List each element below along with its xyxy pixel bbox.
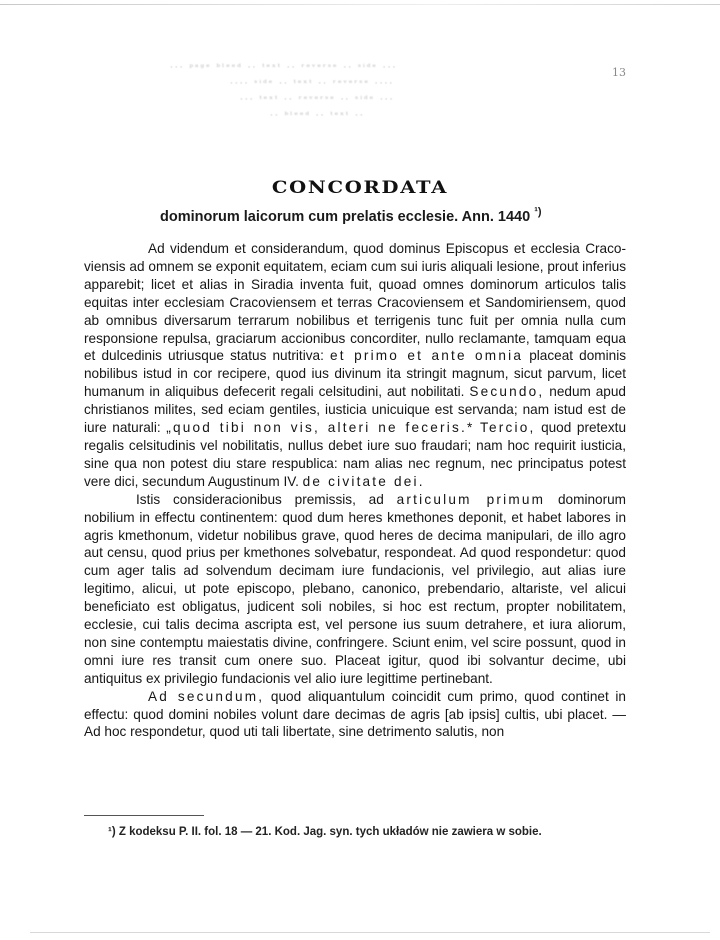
paragraph-text: quod aliquantulum coincidit cum primo, quod continet in effectu: quod domini nobiles volunt dare decimas de agris [ab ipsis] cultis, ubi placet. — Ad hoc respondetur, quod uti tali libertate, sine detrimento salutis, non [84,688,626,740]
document-title: CONCORDATA [271,178,449,198]
paragraph-text: Istis consideracionibus premissis, ad [136,491,384,507]
footnote-divider [84,815,204,816]
spaced-text: de civitate dei. [302,473,425,489]
spaced-text: articulum primum [396,491,546,507]
paragraph-text: Ad videndum et considerandum, quod dominus Episcopus et ecclesia Cracoviensis ad omnem se exponit equitatem, eciam cum sui iuris aliquali lesione, prout inferius apparebit; licet et alias in Siradia inventa fuit, quoad omnes dominorum articulos talis equitas inter ecclesiam Cracoviensem et terras Cracoviensem et Sandomiriensem, quod ab omnibus diversarum terrarum nobilibus et terrigenis tunc fuit per omnia nulla cum responsione repulsa, graciarum accionibus concorditer, nullo reclamante, tamquam equa et dulcedinis utriusque status nutritiva: [84,241,626,364]
spaced-text: Tercio, [480,420,536,436]
spaced-text: et primo et ante omnia [330,348,524,364]
bleed-line: ·· ᵇˡᵉᵉᵈ ·· ᵗᵉˣᵗ ·· [270,111,365,121]
spaced-text: „quod tibi non vis, alteri ne feceris.* [166,420,475,436]
subtitle-text: dominorum laicorum cum prelatis ecclesie. Ann. 1440 [160,208,531,225]
page-edge-top [0,4,720,5]
paragraph-3 [84,688,626,742]
paragraph-2 [84,491,626,688]
spaced-text: Secundo, [469,384,545,400]
bleed-line: ···· ˢⁱᵈᵉ ·· ᵗᵉˣᵗ ·· ʳᵉᵛᵉʳˢᵉ ···· [230,79,395,89]
document-body [84,240,626,741]
bleed-line: ··· ᵖᵃᵍᵉ ᵇˡᵉᵉᵈ ·· ᵗᵉˣᵗ ·· ʳᵉᵛᵉʳˢᵉ ·· ˢⁱᵈᵉ ··· [170,63,398,73]
bleed-through-text [150,60,570,180]
paragraph-text: dominorum nobilium in effectu continentem: quod dum heres kmethones deponit, et habet labores in agris kmethonum, videtur nobilibus grave, quod heres de decima manipulari, de illo agro aut censu, quod prius per kmethones solvebatur, respondeat. Ad quod respondetur: quod cum ager talis ad solvendum decimam iure fundacionis, vel privilegio, aut alias iure legitimo, alicui, ut pote episcopo, plebano, canonico, prebendario, altariste, vel alicui beneficiato est obligatus, judicent soli nobiles, si hoc est rectum, propter nobilitatem, ecclesie, cui talis decima ascripta est, vel persone ius suum detrahere, et iura aliorum, non sine contemptu maiestatis divine, confringere. Sciunt enim, vel scire possunt, quod in omni iure res transit cum onere suo. Placeat igitur, quod ibi solvantur decime, ubi antiquitus ex privilegio fundacionis vel alio iure legittime pertinebant. [84,491,626,686]
page-edge-bottom [30,932,710,933]
footnote: ¹) Z kodeksu P. II. fol. 18 — 21. Kod. Jag. syn. tych układów nie zawiera w sobie. [108,826,542,838]
paragraph-text: placeat dominis nobilibus istud in cor recipere, quod ius divinum ita stringit magnum, sicut parvum, licet humanum in aliquibus defecerit regali celsitudini, aut nobilitati. [84,348,627,400]
paragraph-text: quod pretextu regalis celsitudinis vel nobilitatis, nullus debet iure suo fraudari; nam hoc requirit iusticia, sine qua non potest diu stare respublica: nam alias nec regnum, nec principatus potest vere dici, secundum Augustinum IV. [84,420,627,489]
document-subtitle [160,206,620,225]
paragraph-text: nedum apud christianos milites, sed eciam gentiles, iusticia unicuique est servanda; nam istud est de iure naturali: [84,384,626,436]
paragraph-1 [84,240,626,491]
page-number: 13 [612,66,626,79]
bleed-line: ··· ᵗᵉˣᵗ ·· ʳᵉᵛᵉʳˢᵉ ·· ˢⁱᵈᵉ ··· [240,95,395,105]
spaced-text: Ad secundum, [148,688,265,704]
subtitle-footnote-mark: ¹) [534,206,542,218]
